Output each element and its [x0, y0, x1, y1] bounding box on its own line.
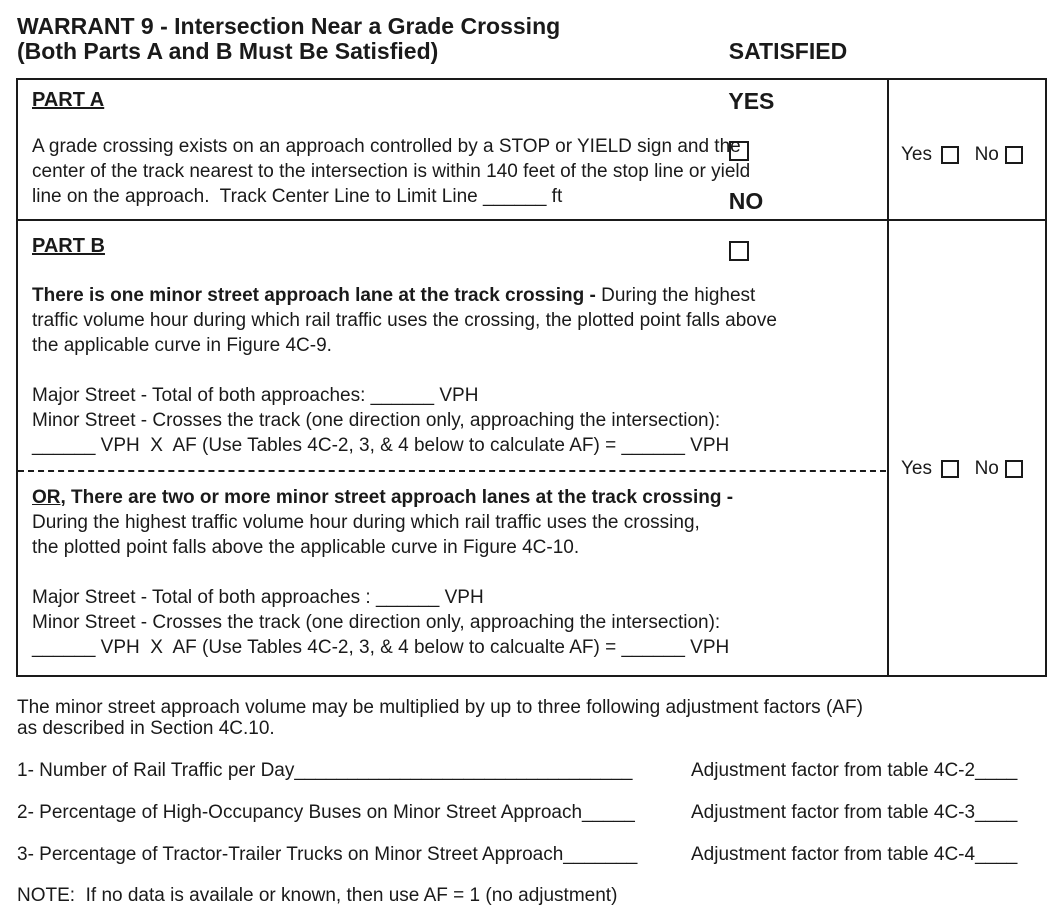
- part-b-one-lane-heading: There is one minor street approach lane at the track crossing -: [32, 285, 596, 306]
- adjustment-intro-line2: as described in Section 4C.10.: [17, 718, 275, 739]
- part-b-minor-street-2-line1: Minor Street - Crosses the track (one direction only, approaching the intersection):: [32, 612, 721, 633]
- adjustment-item-1-factor: Adjustment factor from table 4C-2____: [691, 760, 1018, 781]
- part-b-yes-checkbox[interactable]: [941, 460, 959, 478]
- part-b-two-lane-line1: [32, 485, 733, 510]
- part-b-two-lane-heading: , There are two or more minor street approach lanes at the track crossing -: [60, 487, 734, 508]
- part-b-no-checkbox[interactable]: [1005, 460, 1023, 478]
- table-column-divider: [887, 78, 889, 677]
- part-b-minor-street-1-line2: ______ VPH X AF (Use Tables 4C-2, 3, & 4 below to calculate AF) = ______ VPH: [32, 435, 730, 456]
- part-a-yes-no: [901, 144, 1023, 166]
- part-a-heading: PART A: [32, 89, 105, 111]
- part-b-or-label: OR: [32, 487, 61, 508]
- adjustment-item-2-label: 2- Percentage of High-Occupancy Buses on Minor Street Approach_____: [17, 802, 635, 823]
- part-b-major-street-2: Major Street - Total of both approaches : ______ VPH: [32, 587, 484, 608]
- part-b-one-lane-line1: [32, 283, 755, 308]
- warrant-title-line2: (Both Parts A and B Must Be Satisfied): [17, 38, 439, 64]
- part-a-no-label: No: [974, 144, 999, 165]
- part-b-one-lane-line3: the applicable curve in Figure 4C-9.: [32, 335, 332, 356]
- part-b-dashed-divider: [18, 470, 886, 472]
- warrant-title-line1: WARRANT 9 - Intersection Near a Grade Crossing: [17, 13, 561, 39]
- part-b-major-street-1: Major Street - Total of both approaches: ______ VPH: [32, 385, 479, 406]
- adjustment-item-2-factor: Adjustment factor from table 4C-3____: [691, 802, 1018, 823]
- adjustment-item-1-label: 1- Number of Rail Traffic per Day________________________________: [17, 760, 633, 781]
- adjustment-item-3-factor: Adjustment factor from table 4C-4____: [691, 844, 1018, 865]
- part-b-yes-label: Yes: [901, 458, 932, 479]
- satisfied-label: SATISFIED: [728, 38, 848, 64]
- table-row-divider: [16, 219, 1047, 221]
- part-a-yes-checkbox[interactable]: [941, 146, 959, 164]
- part-b-minor-street-1-line1: Minor Street - Crosses the track (one direction only, approaching the intersection):: [32, 410, 721, 431]
- part-a-text-line1: A grade crossing exists on an approach controlled by a STOP or YIELD sign and the: [32, 136, 741, 157]
- part-a-yes-label: Yes: [901, 144, 932, 165]
- part-b-two-lane-line2: During the highest traffic volume hour during which rail traffic uses the crossing,: [32, 512, 700, 533]
- adjustment-note: NOTE: If no data is availale or known, then use AF = 1 (no adjustment): [17, 885, 618, 906]
- part-b-yes-no: [901, 458, 1023, 480]
- satisfied-no-label: NO: [728, 188, 764, 214]
- satisfied-yes-label: YES: [728, 88, 775, 114]
- adjustment-item-3-label: 3- Percentage of Tractor-Trailer Trucks on Minor Street Approach_______: [17, 844, 638, 865]
- part-b-heading: PART B: [32, 235, 105, 257]
- part-b-one-lane-text: During the highest: [595, 285, 756, 306]
- part-a-no-checkbox[interactable]: [1005, 146, 1023, 164]
- adjustment-intro-line1: The minor street approach volume may be multiplied by up to three following adjustment factors (AF): [17, 697, 863, 718]
- part-b-no-label: No: [974, 458, 999, 479]
- part-b-two-lane-line3: the plotted point falls above the applicable curve in Figure 4C-10.: [32, 537, 580, 558]
- part-b-one-lane-line2: traffic volume hour during which rail traffic uses the crossing, the plotted point falls above: [32, 310, 777, 331]
- part-b-minor-street-2-line2: ______ VPH X AF (Use Tables 4C-2, 3, & 4 below to calcualte AF) = ______ VPH: [32, 637, 730, 658]
- part-a-text-line3: line on the approach. Track Center Line to Limit Line ______ ft: [32, 186, 563, 207]
- part-a-text-line2: center of the track nearest to the intersection is within 140 feet of the stop line or yield: [32, 161, 751, 182]
